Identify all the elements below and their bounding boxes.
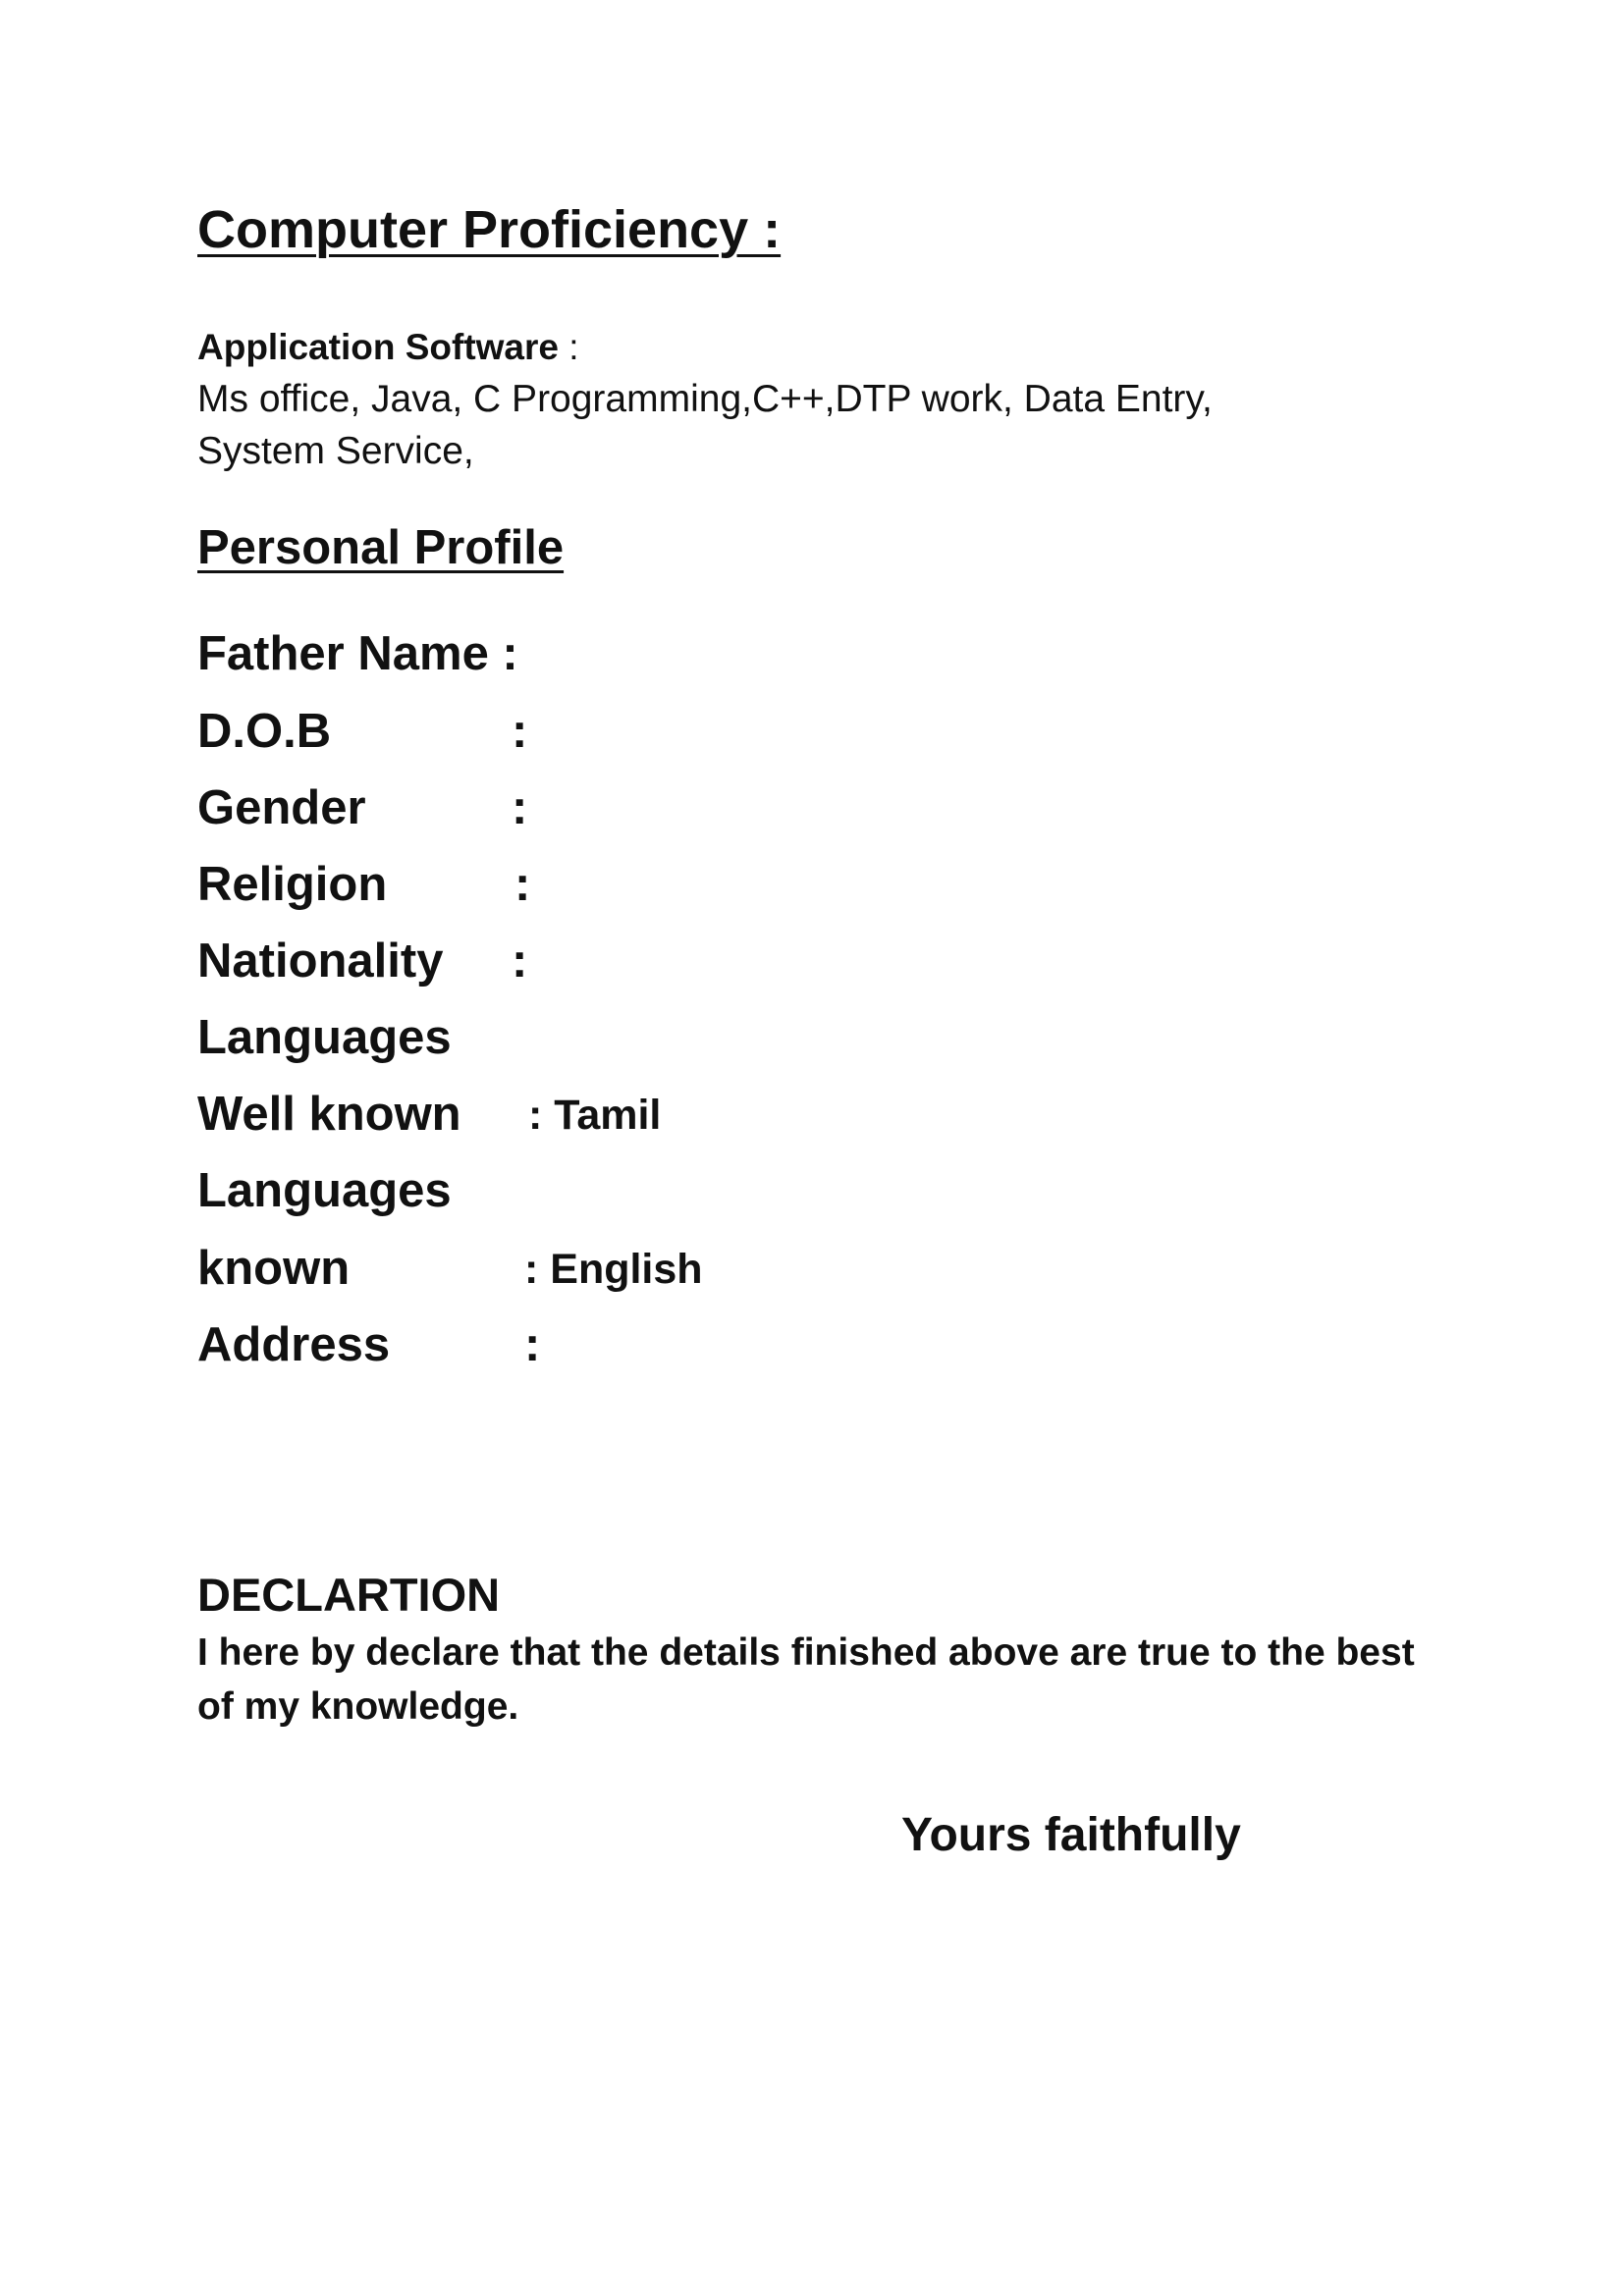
field-well-known-value: : Tamil: [528, 1092, 662, 1139]
field-dob-label: D.O.B: [197, 705, 332, 758]
declaration-line-1: I here by declare that the details finished above are true to the best: [197, 1631, 1415, 1674]
field-nationality-colon: :: [512, 934, 528, 988]
application-software-label: [197, 327, 579, 368]
field-known-label: known: [197, 1242, 351, 1295]
field-known-value: : English: [524, 1246, 703, 1293]
field-languages-2-label: Languages: [197, 1164, 452, 1217]
software-list-line-1: Ms office, Java, C Programming,C++,DTP work, Data Entry,: [197, 378, 1213, 420]
software-list-line-2: System Service,: [197, 430, 474, 472]
field-address-label: Address: [197, 1318, 391, 1371]
field-father-name-label: Father Name :: [197, 627, 518, 680]
field-address-colon: :: [524, 1318, 541, 1371]
application-software-separator: :: [568, 327, 579, 367]
closing-signoff: Yours faithfully: [901, 1809, 1241, 1861]
field-nationality-label: Nationality: [197, 934, 444, 988]
computer-proficiency-heading: Computer Proficiency :: [197, 200, 782, 259]
field-gender-label: Gender: [197, 781, 366, 834]
field-languages-label: Languages: [197, 1011, 452, 1064]
field-religion-colon: :: [514, 858, 531, 911]
declaration-line-2: of my knowledge.: [197, 1685, 519, 1728]
application-software-title: Application Software: [197, 327, 559, 367]
field-well-known-label: Well known: [197, 1088, 461, 1141]
field-religion-label: Religion: [197, 858, 388, 911]
field-dob-colon: :: [512, 705, 528, 758]
personal-profile-heading: Personal Profile: [197, 521, 565, 574]
field-gender-colon: :: [512, 781, 528, 834]
declaration-heading: DECLARTION: [197, 1569, 501, 1621]
